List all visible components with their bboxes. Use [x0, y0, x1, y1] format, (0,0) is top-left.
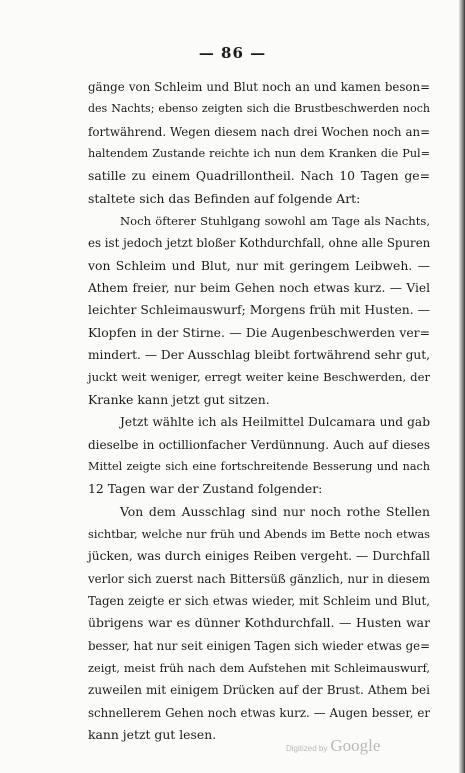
text-line: Noch öfterer Stuhlgang sowohl am Tage als Nachts,	[120, 214, 430, 229]
body-text	[88, 76, 430, 746]
watermark-google-logo: Google	[330, 736, 381, 755]
text-line: kann jetzt gut lesen.	[88, 726, 217, 742]
text-line: übrigens war es dünner Kothdurchfall. — Husten war	[88, 615, 430, 631]
text-line: verlor sich zuerst nach Bittersüß gänzlich, nur in diesem	[88, 571, 430, 586]
text-line: jücken, was durch einiges Reiben vergeht. — Durchfall	[88, 549, 430, 564]
digitized-watermark	[286, 736, 380, 756]
text-line: von Schleim und Blut, nur mit geringem Leibweh. —	[88, 257, 430, 273]
text-line: Klopfen in der Stirne. — Die Augenbeschwerden ver=	[88, 324, 430, 340]
page-number: — 86 —	[198, 44, 267, 62]
text-line: juckt weit weniger, erregt weiter keine Beschwerden, der	[88, 370, 430, 385]
text-line: Kranke kann jetzt gut sitzen.	[88, 391, 270, 407]
text-line: Jetzt wählte ich als Heilmittel Dulcamara und gab	[120, 415, 430, 430]
text-line: sichtbar, welche nur früh und Abends im Bette noch etwas	[88, 526, 430, 541]
text-line: leichter Schleimauswurf; Morgens früh mit Husten. —	[88, 302, 431, 318]
text-line: fortwährend. Wegen diesem nach drei Wochen noch an=	[88, 124, 430, 139]
text-line: Athem freier, nur beim Gehen noch etwas kurz. — Viel	[88, 281, 430, 296]
text-line: Von dem Ausschlag sind nur noch rothe Stellen	[120, 503, 430, 519]
text-line: es ist jedoch jetzt bloßer Kothdurchfall, ohne alle Spuren	[88, 236, 431, 251]
text-line: schnellerem Gehen noch etwas kurz. — Augen besser, er	[88, 705, 430, 720]
text-line: satille zu einem Quadrillontheil. Nach 10 Tagen ge=	[88, 168, 430, 184]
watermark-digitized-by: Digitized by	[286, 744, 328, 753]
text-line: haltendem Zustande reichte ich nun dem Kranken die Pul=	[88, 147, 430, 161]
text-line: staltete sich das Befinden auf folgende Art:	[88, 190, 361, 206]
text-line: des Nachts; ebenso zeigten sich die Brustbeschwerden noch	[88, 102, 430, 116]
page-edge-shadow	[459, 0, 465, 773]
text-line: Tagen zeigte er sich etwas wieder, mit Schleim und Blut,	[88, 593, 430, 608]
text-line: 12 Tagen war der Zustand folgender:	[88, 481, 323, 497]
text-line: dieselbe in octillionfacher Verdünnung. Auch auf dieses	[88, 437, 430, 452]
text-line: besser, hat nur seit einigen Tagen sich wieder etwas ge=	[88, 638, 430, 653]
text-line: Mittel zeigte sich eine fortschreitende Besserung und nach	[88, 459, 430, 473]
text-line: mindert. — Der Ausschlag bleibt fortwährend sehr gut,	[88, 348, 430, 363]
text-line: zeigt, meist früh nach dem Aufstehen mit Schleimauswurf,	[88, 660, 430, 675]
text-line: gänge von Schleim und Blut noch an und kamen beson=	[88, 80, 430, 94]
text-line: zuweilen mit einigem Drücken auf der Brust. Athem bei	[88, 683, 430, 698]
